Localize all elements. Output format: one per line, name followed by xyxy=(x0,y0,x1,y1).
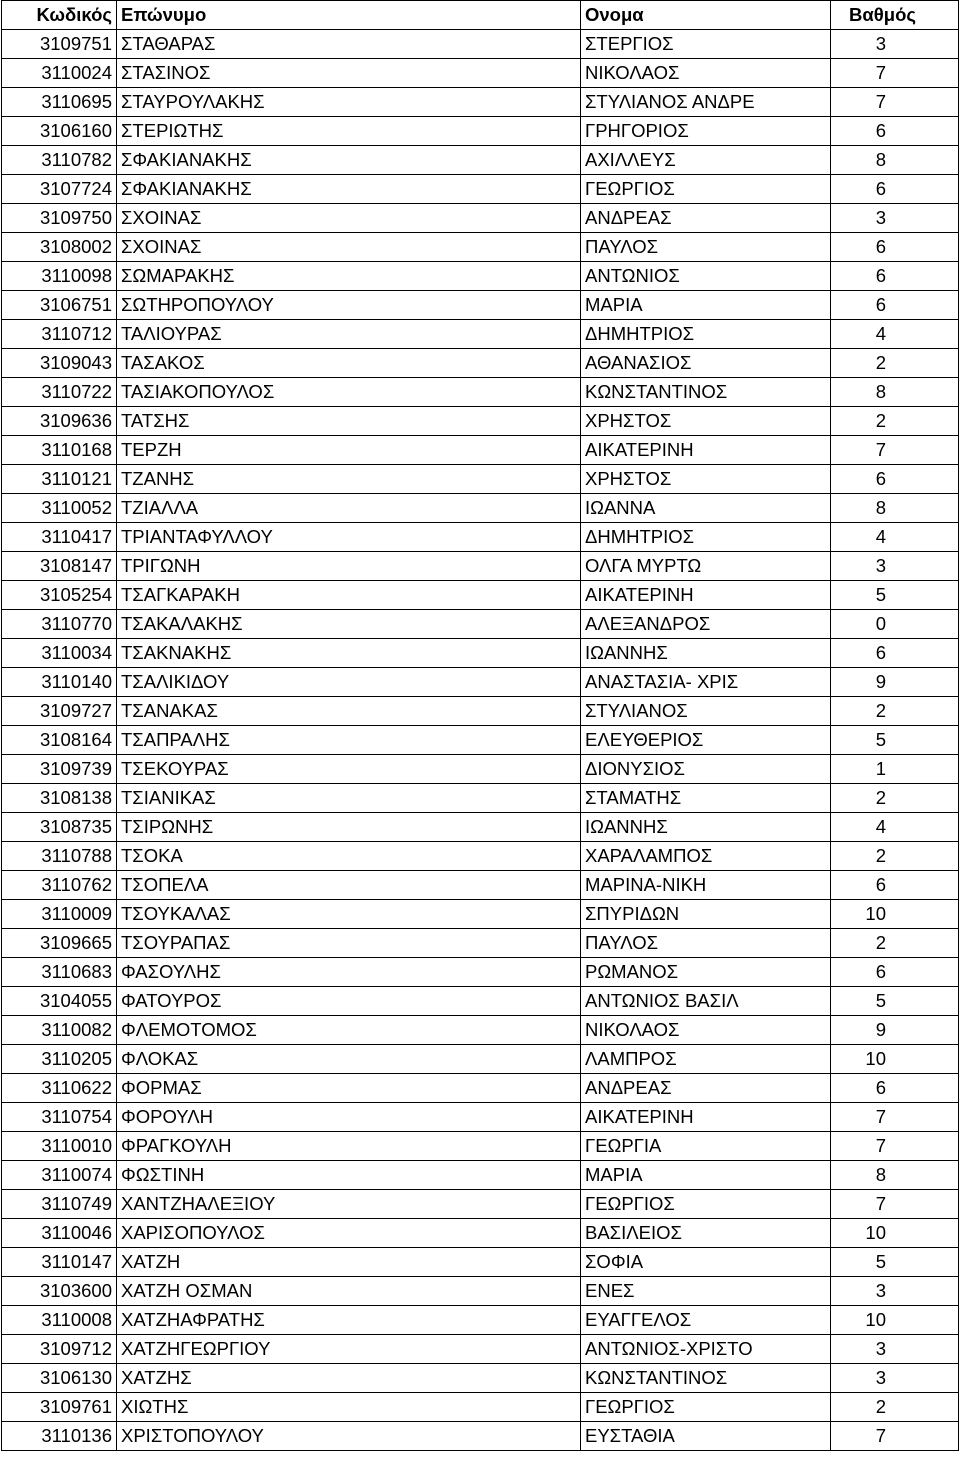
last-name-cell: ΧΑΝΤΖΗΑΛΕΞΙΟΥ xyxy=(117,1190,581,1219)
table-row xyxy=(2,1045,959,1074)
code-cell: 3110147 xyxy=(2,1248,117,1277)
code-cell: 3106160 xyxy=(2,117,117,146)
first-name-cell: ΕΛΕΥΘΕΡΙΟΣ xyxy=(581,726,831,755)
table-row xyxy=(2,929,959,958)
code-cell: 3110749 xyxy=(2,1190,117,1219)
first-name-cell: ΣΤΥΛΙΑΝΟΣ ΑΝΔΡΕ xyxy=(581,88,831,117)
last-name-cell: ΤΣΑΠΡΑΛΗΣ xyxy=(117,726,581,755)
code-cell: 3110052 xyxy=(2,494,117,523)
grade-cell: 3 xyxy=(831,1335,959,1364)
grade-cell: 8 xyxy=(831,494,959,523)
grade-cell: 7 xyxy=(831,436,959,465)
last-name-cell: ΧΡΙΣΤΟΠΟΥΛΟΥ xyxy=(117,1422,581,1451)
code-cell: 3110770 xyxy=(2,610,117,639)
first-name-cell: ΚΩΝΣΤΑΝΤΙΝΟΣ xyxy=(581,1364,831,1393)
last-name-cell: ΤΣΑΓΚΑΡΑΚΗ xyxy=(117,581,581,610)
code-cell: 3110782 xyxy=(2,146,117,175)
table-row xyxy=(2,291,959,320)
column-header-grade: Βαθμός xyxy=(831,1,959,30)
table-row xyxy=(2,1393,959,1422)
grade-cell: 6 xyxy=(831,291,959,320)
code-cell: 3108138 xyxy=(2,784,117,813)
grade-cell: 3 xyxy=(831,30,959,59)
last-name-cell: ΣΩΤΗΡΟΠΟΥΛΟΥ xyxy=(117,291,581,320)
table-row xyxy=(2,204,959,233)
first-name-cell: ΙΩΑΝΝΑ xyxy=(581,494,831,523)
code-cell: 3106130 xyxy=(2,1364,117,1393)
code-cell: 3104055 xyxy=(2,987,117,1016)
grade-cell: 2 xyxy=(831,929,959,958)
grade-cell: 5 xyxy=(831,1248,959,1277)
last-name-cell: ΧΙΩΤΗΣ xyxy=(117,1393,581,1422)
grade-cell: 6 xyxy=(831,117,959,146)
table-row xyxy=(2,900,959,929)
table-row xyxy=(2,784,959,813)
code-cell: 3109739 xyxy=(2,755,117,784)
grade-cell: 3 xyxy=(831,552,959,581)
first-name-cell: ΣΤΕΡΓΙΟΣ xyxy=(581,30,831,59)
code-cell: 3108735 xyxy=(2,813,117,842)
code-cell: 3109750 xyxy=(2,204,117,233)
code-cell: 3110683 xyxy=(2,958,117,987)
table-row xyxy=(2,639,959,668)
code-cell: 3110722 xyxy=(2,378,117,407)
last-name-cell: ΤΣΟΥΡΑΠΑΣ xyxy=(117,929,581,958)
last-name-cell: ΤΑΣΑΚΟΣ xyxy=(117,349,581,378)
first-name-cell: ΣΤΑΜΑΤΗΣ xyxy=(581,784,831,813)
code-cell: 3106751 xyxy=(2,291,117,320)
grade-cell: 9 xyxy=(831,668,959,697)
table-row xyxy=(2,349,959,378)
table-row xyxy=(2,697,959,726)
table-row xyxy=(2,1103,959,1132)
last-name-cell: ΦΑΤΟΥΡΟΣ xyxy=(117,987,581,1016)
code-cell: 3103600 xyxy=(2,1277,117,1306)
first-name-cell: ΠΑΥΛΟΣ xyxy=(581,929,831,958)
grade-cell: 3 xyxy=(831,1277,959,1306)
grade-cell: 10 xyxy=(831,900,959,929)
first-name-cell: ΠΑΥΛΟΣ xyxy=(581,233,831,262)
last-name-cell: ΣΧΟΙΝΑΣ xyxy=(117,204,581,233)
grade-cell: 8 xyxy=(831,1161,959,1190)
table-row xyxy=(2,436,959,465)
grade-cell: 10 xyxy=(831,1306,959,1335)
grade-cell: 6 xyxy=(831,175,959,204)
code-cell: 3110622 xyxy=(2,1074,117,1103)
last-name-cell: ΤΕΡΖΗ xyxy=(117,436,581,465)
grade-cell: 6 xyxy=(831,871,959,900)
code-cell: 3107724 xyxy=(2,175,117,204)
grade-cell: 9 xyxy=(831,1016,959,1045)
column-header-first-name: Ονομα xyxy=(581,1,831,30)
grade-cell: 5 xyxy=(831,987,959,1016)
grade-cell: 7 xyxy=(831,1103,959,1132)
grade-cell: 6 xyxy=(831,262,959,291)
table-row xyxy=(2,987,959,1016)
table-body xyxy=(2,30,959,1451)
grade-cell: 7 xyxy=(831,1422,959,1451)
code-cell: 3105254 xyxy=(2,581,117,610)
first-name-cell: ΑΙΚΑΤΕΡΙΝΗ xyxy=(581,436,831,465)
first-name-cell: ΣΠΥΡΙΔΩΝ xyxy=(581,900,831,929)
first-name-cell: ΔΗΜΗΤΡΙΟΣ xyxy=(581,320,831,349)
grade-cell: 2 xyxy=(831,842,959,871)
table-row xyxy=(2,494,959,523)
table-row xyxy=(2,1277,959,1306)
last-name-cell: ΣΤΑΥΡΟΥΛΑΚΗΣ xyxy=(117,88,581,117)
first-name-cell: ΓΡΗΓΟΡΙΟΣ xyxy=(581,117,831,146)
code-cell: 3110082 xyxy=(2,1016,117,1045)
grade-cell: 6 xyxy=(831,639,959,668)
code-cell: 3110008 xyxy=(2,1306,117,1335)
first-name-cell: ΙΩΑΝΝΗΣ xyxy=(581,813,831,842)
first-name-cell: ΙΩΑΝΝΗΣ xyxy=(581,639,831,668)
last-name-cell: ΤΣΑΚΑΛΑΚΗΣ xyxy=(117,610,581,639)
code-cell: 3109751 xyxy=(2,30,117,59)
last-name-cell: ΣΧΟΙΝΑΣ xyxy=(117,233,581,262)
table-row xyxy=(2,726,959,755)
first-name-cell: ΧΡΗΣΤΟΣ xyxy=(581,407,831,436)
code-cell: 3110046 xyxy=(2,1219,117,1248)
code-cell: 3109043 xyxy=(2,349,117,378)
table-row xyxy=(2,88,959,117)
table-row xyxy=(2,1248,959,1277)
grade-cell: 2 xyxy=(831,407,959,436)
code-cell: 3110695 xyxy=(2,88,117,117)
grade-cell: 5 xyxy=(831,581,959,610)
first-name-cell: ΑΧΙΛΛΕΥΣ xyxy=(581,146,831,175)
first-name-cell: ΑΝΔΡΕΑΣ xyxy=(581,204,831,233)
last-name-cell: ΧΑΤΖΗΑΦΡΑΤΗΣ xyxy=(117,1306,581,1335)
first-name-cell: ΝΙΚΟΛΑΟΣ xyxy=(581,59,831,88)
last-name-cell: ΤΑΤΣΗΣ xyxy=(117,407,581,436)
table-row xyxy=(2,755,959,784)
grade-cell: 6 xyxy=(831,465,959,494)
header-row xyxy=(2,1,959,30)
code-cell: 3110140 xyxy=(2,668,117,697)
code-cell: 3110712 xyxy=(2,320,117,349)
table-row xyxy=(2,407,959,436)
table-row xyxy=(2,1364,959,1393)
first-name-cell: ΔΙΟΝΥΣΙΟΣ xyxy=(581,755,831,784)
grade-cell: 7 xyxy=(831,59,959,88)
last-name-cell: ΣΤΑΘΑΡΑΣ xyxy=(117,30,581,59)
grade-cell: 4 xyxy=(831,523,959,552)
last-name-cell: ΣΤΕΡΙΩΤΗΣ xyxy=(117,117,581,146)
grade-cell: 3 xyxy=(831,1364,959,1393)
code-cell: 3110121 xyxy=(2,465,117,494)
grade-cell: 6 xyxy=(831,1074,959,1103)
last-name-cell: ΦΟΡΟΥΛΗ xyxy=(117,1103,581,1132)
last-name-cell: ΤΣΙΡΩΝΗΣ xyxy=(117,813,581,842)
grade-cell: 3 xyxy=(831,204,959,233)
last-name-cell: ΦΛΕΜΟΤΟΜΟΣ xyxy=(117,1016,581,1045)
last-name-cell: ΦΡΑΓΚΟΥΛΗ xyxy=(117,1132,581,1161)
first-name-cell: ΧΡΗΣΤΟΣ xyxy=(581,465,831,494)
first-name-cell: ΑΝΤΩΝΙΟΣ ΒΑΣΙΛ xyxy=(581,987,831,1016)
first-name-cell: ΑΙΚΑΤΕΡΙΝΗ xyxy=(581,1103,831,1132)
grade-cell: 7 xyxy=(831,88,959,117)
last-name-cell: ΤΡΙΑΝΤΑΦΥΛΛΟΥ xyxy=(117,523,581,552)
last-name-cell: ΤΣΕΚΟΥΡΑΣ xyxy=(117,755,581,784)
table-row xyxy=(2,30,959,59)
last-name-cell: ΤΣΙΑΝΙΚΑΣ xyxy=(117,784,581,813)
last-name-cell: ΣΦΑΚΙΑΝΑΚΗΣ xyxy=(117,146,581,175)
first-name-cell: ΓΕΩΡΓΙΑ xyxy=(581,1132,831,1161)
grade-cell: 2 xyxy=(831,1393,959,1422)
table-row xyxy=(2,320,959,349)
first-name-cell: ΕΝΕΣ xyxy=(581,1277,831,1306)
table-row xyxy=(2,842,959,871)
last-name-cell: ΧΑΤΖΗΣ xyxy=(117,1364,581,1393)
last-name-cell: ΤΡΙΓΩΝΗ xyxy=(117,552,581,581)
grade-cell: 10 xyxy=(831,1219,959,1248)
grade-cell: 4 xyxy=(831,813,959,842)
grade-cell: 7 xyxy=(831,1132,959,1161)
first-name-cell: ΑΝΔΡΕΑΣ xyxy=(581,1074,831,1103)
first-name-cell: ΑΙΚΑΤΕΡΙΝΗ xyxy=(581,581,831,610)
last-name-cell: ΧΑΤΖΗ xyxy=(117,1248,581,1277)
first-name-cell: ΧΑΡΑΛΑΜΠΟΣ xyxy=(581,842,831,871)
code-cell: 3110788 xyxy=(2,842,117,871)
table-row xyxy=(2,175,959,204)
grade-cell: 4 xyxy=(831,320,959,349)
grade-cell: 2 xyxy=(831,349,959,378)
table-row xyxy=(2,1306,959,1335)
first-name-cell: ΔΗΜΗΤΡΙΟΣ xyxy=(581,523,831,552)
last-name-cell: ΦΩΣΤΙΝΗ xyxy=(117,1161,581,1190)
table-header xyxy=(2,1,959,30)
first-name-cell: ΣΤΥΛΙΑΝΟΣ xyxy=(581,697,831,726)
table-row xyxy=(2,465,959,494)
first-name-cell: ΜΑΡΙΑ xyxy=(581,1161,831,1190)
last-name-cell: ΤΣΟΠΕΛΑ xyxy=(117,871,581,900)
last-name-cell: ΦΟΡΜΑΣ xyxy=(117,1074,581,1103)
table-row xyxy=(2,1190,959,1219)
first-name-cell: ΑΘΑΝΑΣΙΟΣ xyxy=(581,349,831,378)
table-row xyxy=(2,1016,959,1045)
last-name-cell: ΤΣΑΝΑΚΑΣ xyxy=(117,697,581,726)
table-row xyxy=(2,1161,959,1190)
first-name-cell: ΡΩΜΑΝΟΣ xyxy=(581,958,831,987)
first-name-cell: ΜΑΡΙΝΑ-ΝΙΚΗ xyxy=(581,871,831,900)
last-name-cell: ΧΑΡΙΣΟΠΟΥΛΟΣ xyxy=(117,1219,581,1248)
first-name-cell: ΣΟΦΙΑ xyxy=(581,1248,831,1277)
first-name-cell: ΓΕΩΡΓΙΟΣ xyxy=(581,1393,831,1422)
table-row xyxy=(2,523,959,552)
code-cell: 3108002 xyxy=(2,233,117,262)
first-name-cell: ΛΑΜΠΡΟΣ xyxy=(581,1045,831,1074)
grade-cell: 8 xyxy=(831,146,959,175)
last-name-cell: ΤΣΑΚΝΑΚΗΣ xyxy=(117,639,581,668)
code-cell: 3110136 xyxy=(2,1422,117,1451)
table-row xyxy=(2,1219,959,1248)
last-name-cell: ΤΖΑΝΗΣ xyxy=(117,465,581,494)
first-name-cell: ΑΝΤΩΝΙΟΣ-ΧΡΙΣΤΟ xyxy=(581,1335,831,1364)
first-name-cell: ΓΕΩΡΓΙΟΣ xyxy=(581,1190,831,1219)
code-cell: 3108147 xyxy=(2,552,117,581)
table-row xyxy=(2,871,959,900)
code-cell: 3110009 xyxy=(2,900,117,929)
table-row xyxy=(2,1132,959,1161)
first-name-cell: ΓΕΩΡΓΙΟΣ xyxy=(581,175,831,204)
first-name-cell: ΟΛΓΑ ΜΥΡΤΩ xyxy=(581,552,831,581)
table-row xyxy=(2,958,959,987)
code-cell: 3110754 xyxy=(2,1103,117,1132)
table-row xyxy=(2,59,959,88)
table-row xyxy=(2,233,959,262)
code-cell: 3110417 xyxy=(2,523,117,552)
column-header-code: Κωδικός xyxy=(2,1,117,30)
table-row xyxy=(2,378,959,407)
grade-cell: 5 xyxy=(831,726,959,755)
first-name-cell: ΑΛΕΞΑΝΔΡΟΣ xyxy=(581,610,831,639)
first-name-cell: ΜΑΡΙΑ xyxy=(581,291,831,320)
last-name-cell: ΦΛΟΚΑΣ xyxy=(117,1045,581,1074)
table-row xyxy=(2,1335,959,1364)
grade-cell: 1 xyxy=(831,755,959,784)
code-cell: 3110098 xyxy=(2,262,117,291)
code-cell: 3110074 xyxy=(2,1161,117,1190)
last-name-cell: ΣΤΑΣΙΝΟΣ xyxy=(117,59,581,88)
last-name-cell: ΦΑΣΟΥΛΗΣ xyxy=(117,958,581,987)
table-row xyxy=(2,610,959,639)
code-cell: 3110034 xyxy=(2,639,117,668)
table-row xyxy=(2,552,959,581)
table-row xyxy=(2,146,959,175)
column-header-last-name: Επώνυμο xyxy=(117,1,581,30)
table-row xyxy=(2,1074,959,1103)
grade-cell: 7 xyxy=(831,1190,959,1219)
code-cell: 3110024 xyxy=(2,59,117,88)
last-name-cell: ΣΩΜΑΡΑΚΗΣ xyxy=(117,262,581,291)
code-cell: 3109665 xyxy=(2,929,117,958)
table-row xyxy=(2,668,959,697)
table-row xyxy=(2,1422,959,1451)
first-name-cell: ΑΝΑΣΤΑΣΙΑ- ΧΡΙΣ xyxy=(581,668,831,697)
code-cell: 3110168 xyxy=(2,436,117,465)
last-name-cell: ΤΖΙΑΛΛΑ xyxy=(117,494,581,523)
first-name-cell: ΚΩΝΣΤΑΝΤΙΝΟΣ xyxy=(581,378,831,407)
table-row xyxy=(2,262,959,291)
last-name-cell: ΤΣΟΚΑ xyxy=(117,842,581,871)
code-cell: 3109761 xyxy=(2,1393,117,1422)
last-name-cell: ΤΣΟΥΚΑΛΑΣ xyxy=(117,900,581,929)
first-name-cell: ΕΥΣΤΑΘΙΑ xyxy=(581,1422,831,1451)
first-name-cell: ΒΑΣΙΛΕΙΟΣ xyxy=(581,1219,831,1248)
code-cell: 3110205 xyxy=(2,1045,117,1074)
code-cell: 3110010 xyxy=(2,1132,117,1161)
first-name-cell: ΝΙΚΟΛΑΟΣ xyxy=(581,1016,831,1045)
table-row xyxy=(2,117,959,146)
table-row xyxy=(2,581,959,610)
first-name-cell: ΕΥΑΓΓΕΛΟΣ xyxy=(581,1306,831,1335)
grade-cell: 2 xyxy=(831,784,959,813)
grade-cell: 6 xyxy=(831,958,959,987)
last-name-cell: ΤΣΑΛΙΚΙΔΟΥ xyxy=(117,668,581,697)
grade-cell: 2 xyxy=(831,697,959,726)
last-name-cell: ΧΑΤΖΗ ΟΣΜΑΝ xyxy=(117,1277,581,1306)
code-cell: 3108164 xyxy=(2,726,117,755)
code-cell: 3109636 xyxy=(2,407,117,436)
grade-cell: 10 xyxy=(831,1045,959,1074)
grades-table xyxy=(1,0,959,1451)
grade-cell: 8 xyxy=(831,378,959,407)
table-row xyxy=(2,813,959,842)
last-name-cell: ΧΑΤΖΗΓΕΩΡΓΙΟΥ xyxy=(117,1335,581,1364)
last-name-cell: ΣΦΑΚΙΑΝΑΚΗΣ xyxy=(117,175,581,204)
code-cell: 3109712 xyxy=(2,1335,117,1364)
grade-cell: 0 xyxy=(831,610,959,639)
code-cell: 3110762 xyxy=(2,871,117,900)
grade-cell: 6 xyxy=(831,233,959,262)
code-cell: 3109727 xyxy=(2,697,117,726)
first-name-cell: ΑΝΤΩΝΙΟΣ xyxy=(581,262,831,291)
last-name-cell: ΤΑΣΙΑΚΟΠΟΥΛΟΣ xyxy=(117,378,581,407)
last-name-cell: ΤΑΛΙΟΥΡΑΣ xyxy=(117,320,581,349)
